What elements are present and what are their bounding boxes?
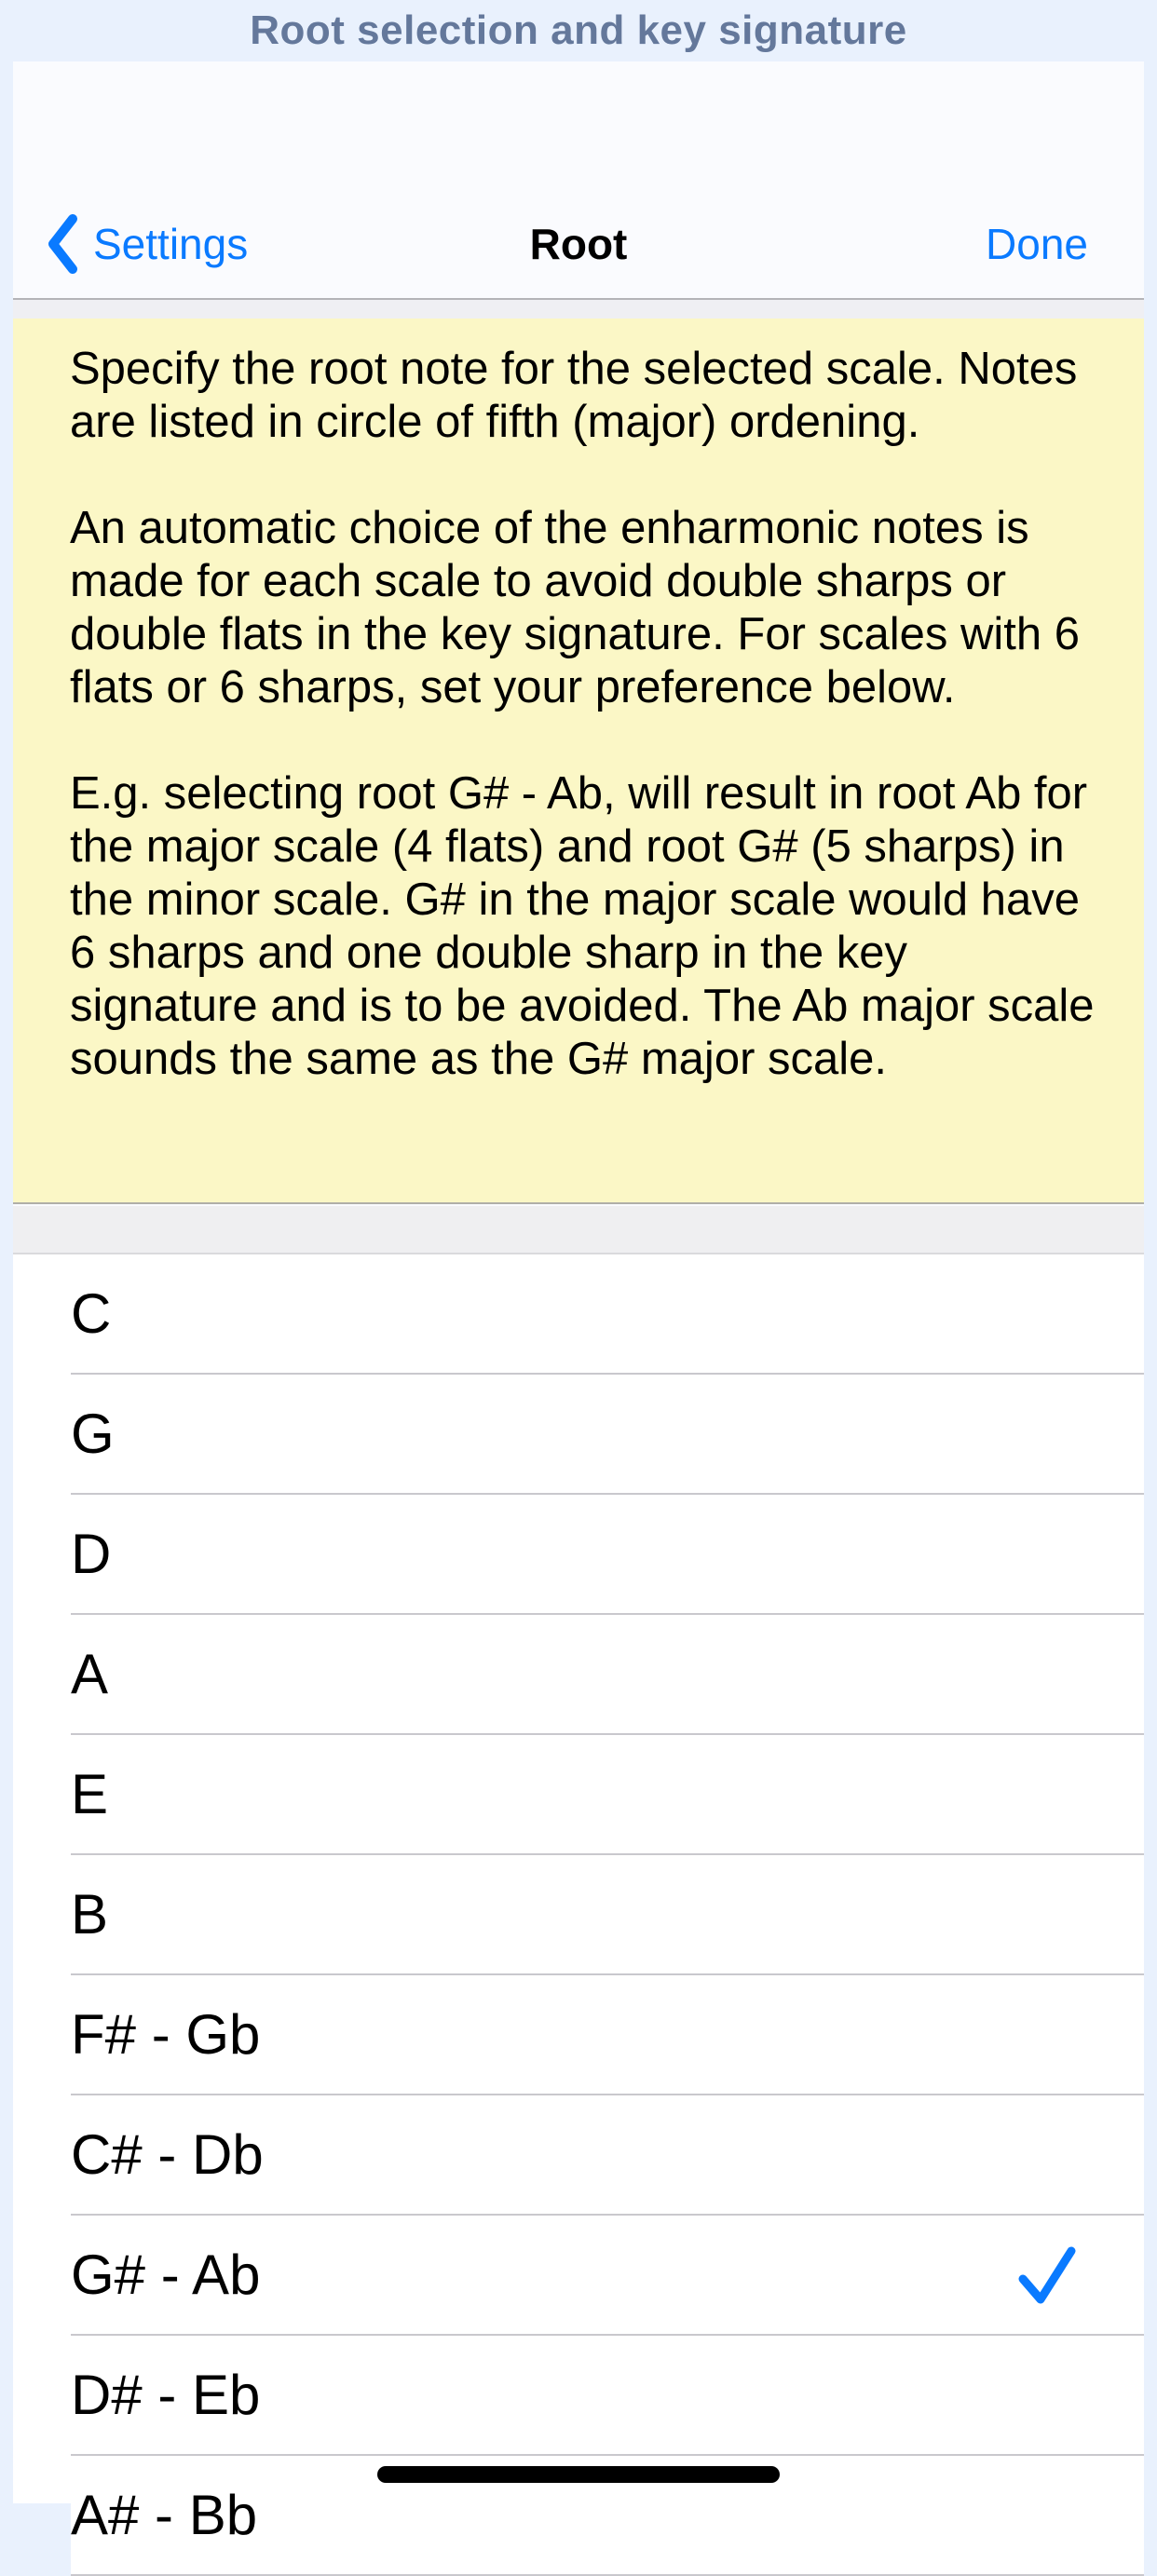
list-item-label: G <box>71 1403 115 1465</box>
list-item[interactable] <box>71 1855 1144 1975</box>
list-item-label: A# - Bb <box>71 2484 258 2546</box>
list-item-label: C <box>71 1282 112 1345</box>
navigation-bar <box>13 61 1144 300</box>
list-item[interactable] <box>71 1615 1144 1735</box>
root-settings-sheet <box>13 61 1144 2546</box>
list-item-label: A <box>71 1643 109 1705</box>
info-paragraph: An automatic choice of the enharmonic notes is made for each scale to avoid double sharps or double flats in the key signature. For scales with 6 flats or 6 sharps, set your preference below. <box>70 503 1081 712</box>
section-spacer <box>13 300 1144 319</box>
list-item[interactable] <box>71 2216 1144 2336</box>
page-title: Root <box>529 220 628 268</box>
list-item-label: D <box>71 1523 112 1585</box>
list-item-label: F# - Gb <box>71 2003 261 2066</box>
info-paragraph: E.g. selecting root G# - Ab, will result in root Ab for the major scale (4 flats) and root G# (5 sharps) in the minor scale. G# in the major scale would have 6 sharps and one double sharp in the key signature and is to be avoided. The Ab major scale sounds the same as the G# major scale. <box>70 768 1095 1084</box>
list-item[interactable] <box>71 1375 1144 1495</box>
root-note-list <box>13 1254 1144 2546</box>
list-item[interactable] <box>71 1975 1144 2095</box>
list-item-label: C# - Db <box>71 2123 264 2186</box>
back-button-label: Settings <box>93 220 249 268</box>
list-item[interactable] <box>71 1254 1144 1375</box>
list-item[interactable] <box>71 2336 1144 2456</box>
root-info-text <box>13 319 1144 1204</box>
home-indicator[interactable] <box>377 2466 780 2483</box>
done-button[interactable]: Done <box>986 220 1088 268</box>
list-item[interactable] <box>71 1495 1144 1615</box>
checkmark-icon <box>1015 2244 1079 2307</box>
list-item[interactable] <box>71 1735 1144 1855</box>
section-spacer <box>13 1206 1144 1254</box>
list-item-label: B <box>71 1883 109 1946</box>
list-item-label: D# - Eb <box>71 2364 261 2426</box>
list-item-label: G# - Ab <box>71 2244 261 2306</box>
list-item-label: E <box>71 1763 109 1825</box>
backdrop-screen-title: Root selection and key signature <box>250 7 907 53</box>
info-paragraph: Specify the root note for the selected scale. Notes are listed in circle of fifth (major) ordening. <box>70 344 1078 447</box>
list-item[interactable] <box>71 2095 1144 2216</box>
